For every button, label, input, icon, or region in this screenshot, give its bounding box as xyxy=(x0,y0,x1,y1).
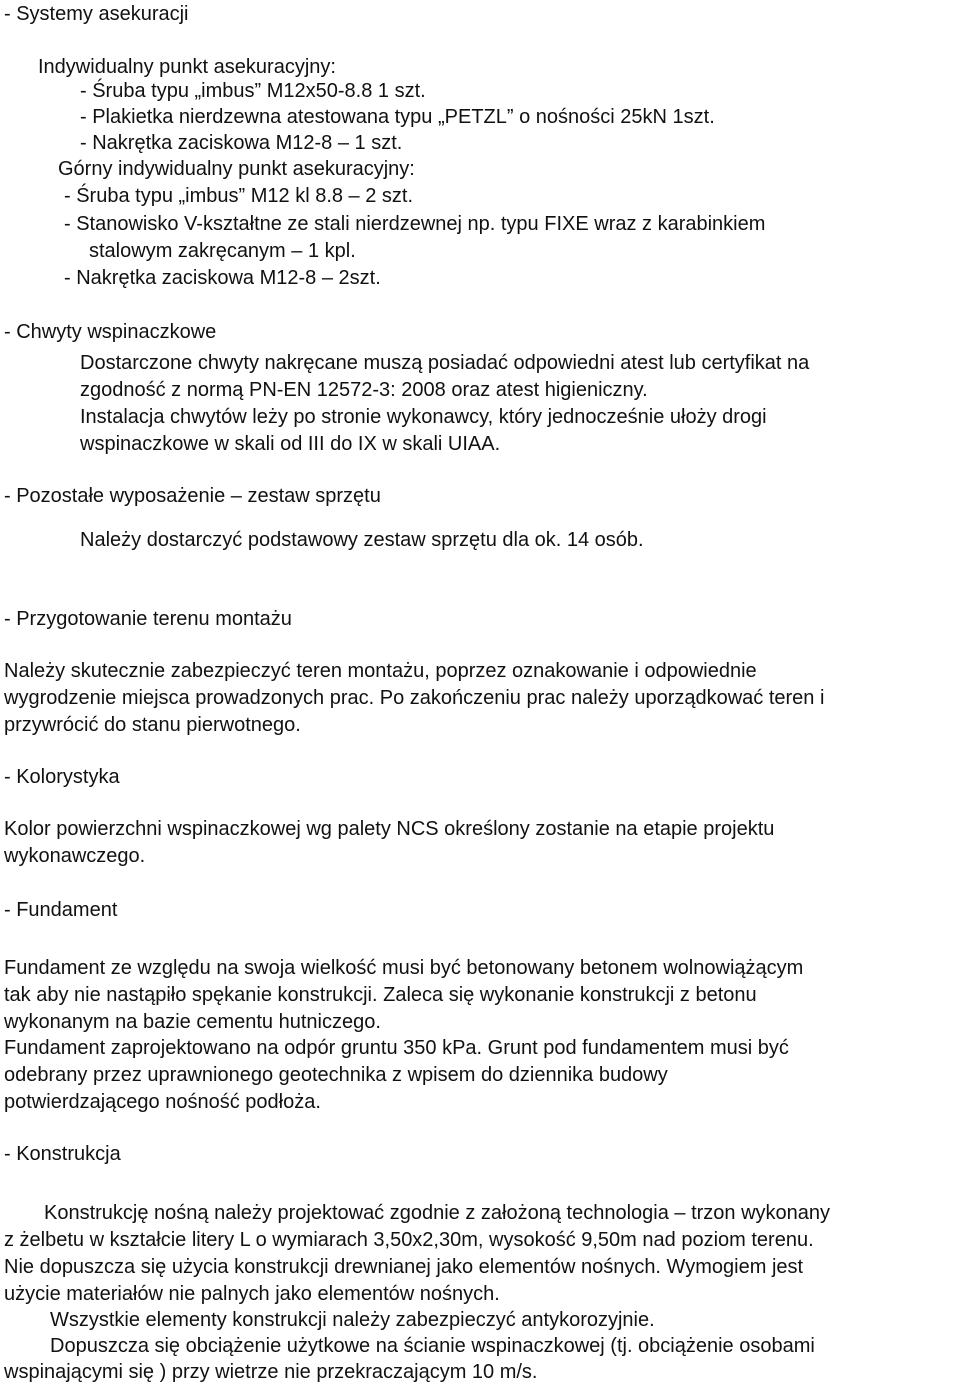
list-item: - Nakrętka zaciskowa M12-8 – 1 szt. xyxy=(80,132,403,154)
list-item: - Stanowisko V-kształtne ze stali nierdzewnej np. typu FIXE wraz z karabinkiem xyxy=(64,213,766,235)
paragraph-line: przywrócić do stanu pierwotnego. xyxy=(4,714,301,736)
paragraph-line: Fundament zaprojektowano na odpór gruntu 350 kPa. Grunt pod fundamentem musi być xyxy=(4,1037,789,1059)
paragraph-line: Wszystkie elementy konstrukcji należy zabezpieczyć antykorozyjnie. xyxy=(50,1309,655,1331)
subheading-gorny-punkt: Górny indywidualny punkt asekuracyjny: xyxy=(58,158,415,180)
paragraph-line: potwierdzającego nośność podłoża. xyxy=(4,1091,321,1113)
paragraph-line: Nie dopuszcza się użycia konstrukcji drewnianej jako elementów nośnych. Wymogiem jest xyxy=(4,1256,804,1278)
paragraph-line: odebrany przez uprawnionego geotechnika z wpisem do dziennika budowy xyxy=(4,1064,668,1086)
paragraph-line: Fundament ze względu na swoja wielkość musi być betonowany betonem wolnowiążącym xyxy=(4,957,804,979)
subheading-indywidualny-punkt: Indywidualny punkt asekuracyjny: xyxy=(38,56,336,78)
paragraph-line: wygrodzenie miejsca prowadzonych prac. Po zakończeniu prac należy uporządkować teren i xyxy=(4,687,825,709)
paragraph-line: Dostarczone chwyty nakręcane muszą posiadać odpowiedni atest lub certyfikat na xyxy=(80,352,810,374)
heading-chwyty-wspinaczkowe: - Chwyty wspinaczkowe xyxy=(4,321,217,343)
paragraph-line: wspinaczkowe w skali od III do IX w skali UIAA. xyxy=(80,433,501,455)
list-item-continuation: stalowym zakręcanym – 1 kpl. xyxy=(89,240,356,262)
heading-fundament: - Fundament xyxy=(4,899,118,921)
list-item: - Nakrętka zaciskowa M12-8 – 2szt. xyxy=(64,267,381,289)
paragraph-line: tak aby nie nastąpiło spękanie konstrukcji. Zaleca się wykonanie konstrukcji z betonu xyxy=(4,984,757,1006)
list-item: - Śruba typu „imbus” M12 kl 8.8 – 2 szt. xyxy=(64,185,414,207)
paragraph-line: Instalacja chwytów leży po stronie wykonawcy, który jednocześnie ułoży drogi xyxy=(80,406,767,428)
paragraph-line: wykonanym na bazie cementu hutniczego. xyxy=(4,1011,381,1033)
paragraph-line: Należy dostarczyć podstawowy zestaw sprzętu dla ok. 14 osób. xyxy=(80,529,644,551)
heading-pozostale-wyposazenie: - Pozostałe wyposażenie – zestaw sprzętu xyxy=(4,485,381,507)
paragraph-line: zgodność z normą PN-EN 12572-3: 2008 oraz atest higieniczny. xyxy=(80,379,648,401)
paragraph-line: Konstrukcję nośną należy projektować zgodnie z założoną technologia – trzon wykonany xyxy=(44,1202,831,1224)
paragraph-line: z żelbetu w kształcie litery L o wymiarach 3,50x2,30m, wysokość 9,50m nad poziom terenu. xyxy=(4,1229,814,1251)
paragraph-line: użycie materiałów nie palnych jako elementów nośnych. xyxy=(4,1283,500,1305)
list-item: - Plakietka nierdzewna atestowana typu „PETZL” o nośności 25kN 1szt. xyxy=(80,106,715,128)
paragraph-line: Należy skutecznie zabezpieczyć teren montażu, poprzez oznakowanie i odpowiednie xyxy=(4,660,757,682)
paragraph-line: Dopuszcza się obciążenie użytkowe na ścianie wspinaczkowej (tj. obciążenie osobami xyxy=(50,1335,815,1357)
paragraph-line: wykonawczego. xyxy=(4,845,146,867)
paragraph-line: Kolor powierzchni wspinaczkowej wg palety NCS określony zostanie na etapie projektu xyxy=(4,818,775,840)
heading-przygotowanie-terenu: - Przygotowanie terenu montażu xyxy=(4,608,292,630)
heading-kolorystyka: - Kolorystyka xyxy=(4,766,120,788)
heading-systemy-asekuracji: - Systemy asekuracji xyxy=(4,3,189,25)
paragraph-line: wspinającymi się ) przy wietrze nie przekraczającym 10 m/s. xyxy=(4,1361,538,1383)
heading-konstrukcja: - Konstrukcja xyxy=(4,1143,121,1165)
list-item: - Śruba typu „imbus” M12x50-8.8 1 szt. xyxy=(80,80,426,102)
